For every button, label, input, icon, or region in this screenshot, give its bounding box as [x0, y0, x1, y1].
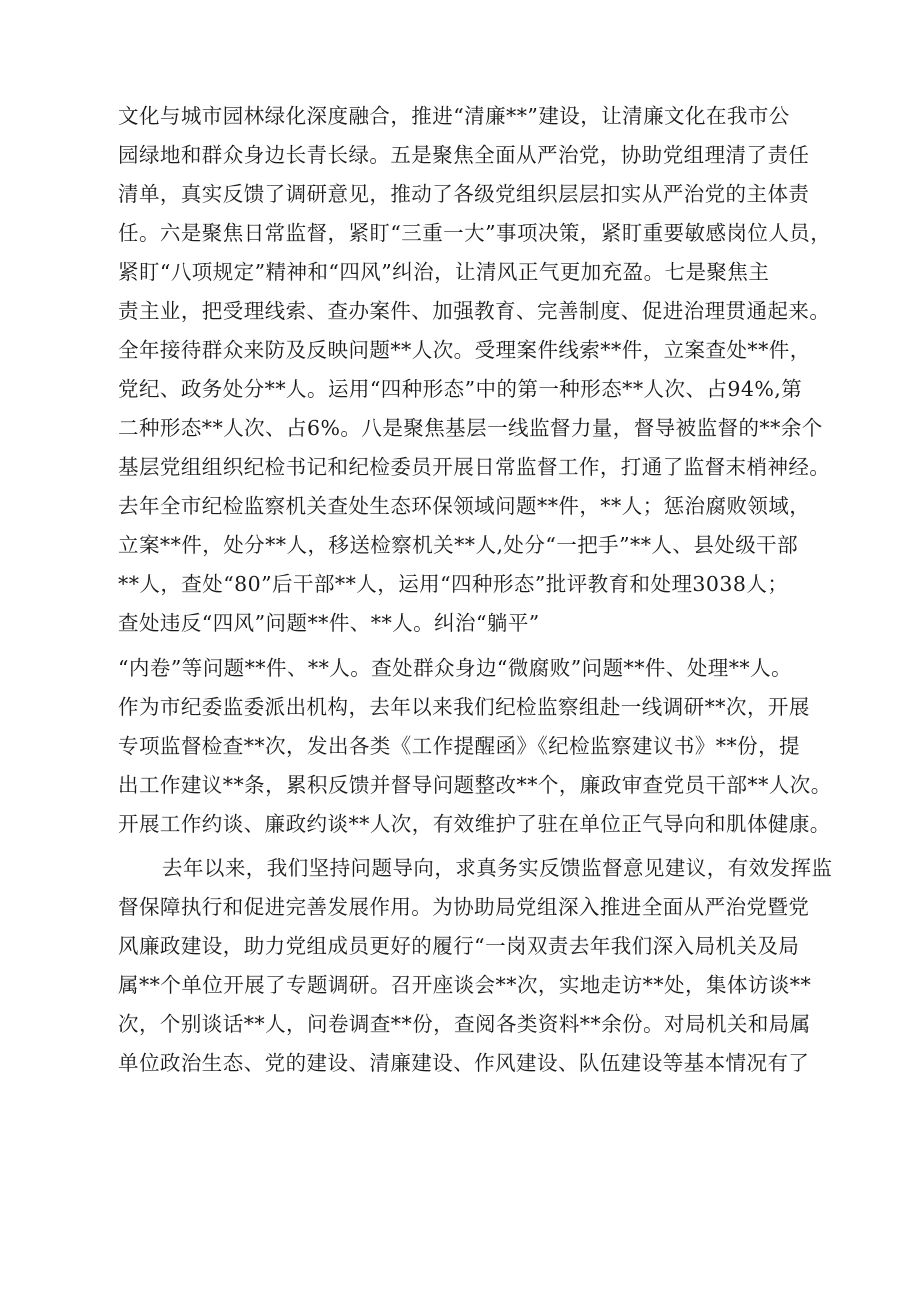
- text-line: 风廉政建设，助力党组成员更好的履行“一岗双责去年我们深入局机关及局: [118, 934, 800, 958]
- text-line: 督保障执行和促进完善发展作用。为协助局党组深入推进全面从严治党暨党: [118, 895, 810, 919]
- text-line: 单位政治生态、党的建设、清廉建设、作风建设、队伍建设等基本情况有了: [118, 1051, 810, 1075]
- text-line: 属**个单位开展了专题调研。召开座谈会**次，实地走访**处，集体访谈**: [118, 973, 812, 997]
- text-line: 基层党组组织纪检书记和纪检委员开展日常监督工作，打通了监督末梢神经。: [118, 455, 831, 479]
- text-line: 任。六是聚焦日常监督，紧盯“三重一大”事项决策，紧盯重要敏感岗位人员，: [118, 221, 832, 245]
- paragraph-first-line: 去年以来，我们坚持问题导向，求真务实反馈监督意见建议，有效发挥监: [162, 856, 833, 880]
- text-line: 全年接待群众来防及反映问题**人次。受理案件线索**件，立案查处**件，: [118, 338, 811, 362]
- text-line: 清单，真实反馈了调研意见，推动了各级党组织层层扣实从严治党的主体责: [118, 182, 810, 206]
- text-line: 责主业，把受理线索、查办案件、加强教育、完善制度、促进治理贯通起来。: [118, 299, 831, 323]
- text-line: 查处违反“四风”问题**件、**人。纠治“躺平”: [118, 611, 540, 635]
- text-line: 去年全市纪检监察机关查处生态环保领域问题**件，**人；惩治腐败领域，: [118, 494, 811, 518]
- text-line: 党纪、政务处分**人。运用“四种形态”中的第一种形态**人次、占94%,第: [118, 377, 803, 401]
- text-line: “内卷”等问题**件、**人。查处群众身边“微腐败”问题**件、处理**人。: [118, 656, 793, 680]
- text-line: 文化与城市园林绿化深度融合，推进“清廉**”建设，让清廉文化在我市公: [118, 104, 790, 128]
- text-line: 园绿地和群众身边长青长绿。五是聚焦全面从严治党，协助党组理清了责任: [118, 143, 810, 167]
- text-line: **人，查处“80”后干部**人，运用“四种形态”批评教育和处理3038人；: [118, 572, 789, 596]
- text-line: 二种形态**人次、占6%。八是聚焦基层一线监督力量，督导被监督的**余个: [118, 416, 823, 440]
- text-line: 紧盯“八项规定”精神和“四风”纠治，让清风正气更加充盈。七是聚焦主: [118, 260, 770, 284]
- text-line: 出工作建议**条，累积反馈并督导问题整改**个，廉政审查党员干部**人次。: [118, 773, 832, 797]
- text-line: 专项监督检查**次，发出各类《工作提醒函》《纪检监察建议书》**份，提: [118, 734, 800, 758]
- text-line: 作为市纪委监委派出机构，去年以来我们纪检监察组赴一线调研**次，开展: [118, 695, 810, 719]
- text-line: 立案**件，处分**人，移送检察机关**人,处分“一把手”**人、县处级干部: [118, 533, 799, 557]
- text-line: 开展工作约谈、廉政约谈**人次，有效维护了驻在单位正气导向和肌体健康。: [118, 812, 831, 836]
- text-line: 次，个别谈话**人，问卷调查**份，查阅各类资料**余份。对局机关和局属: [118, 1012, 811, 1036]
